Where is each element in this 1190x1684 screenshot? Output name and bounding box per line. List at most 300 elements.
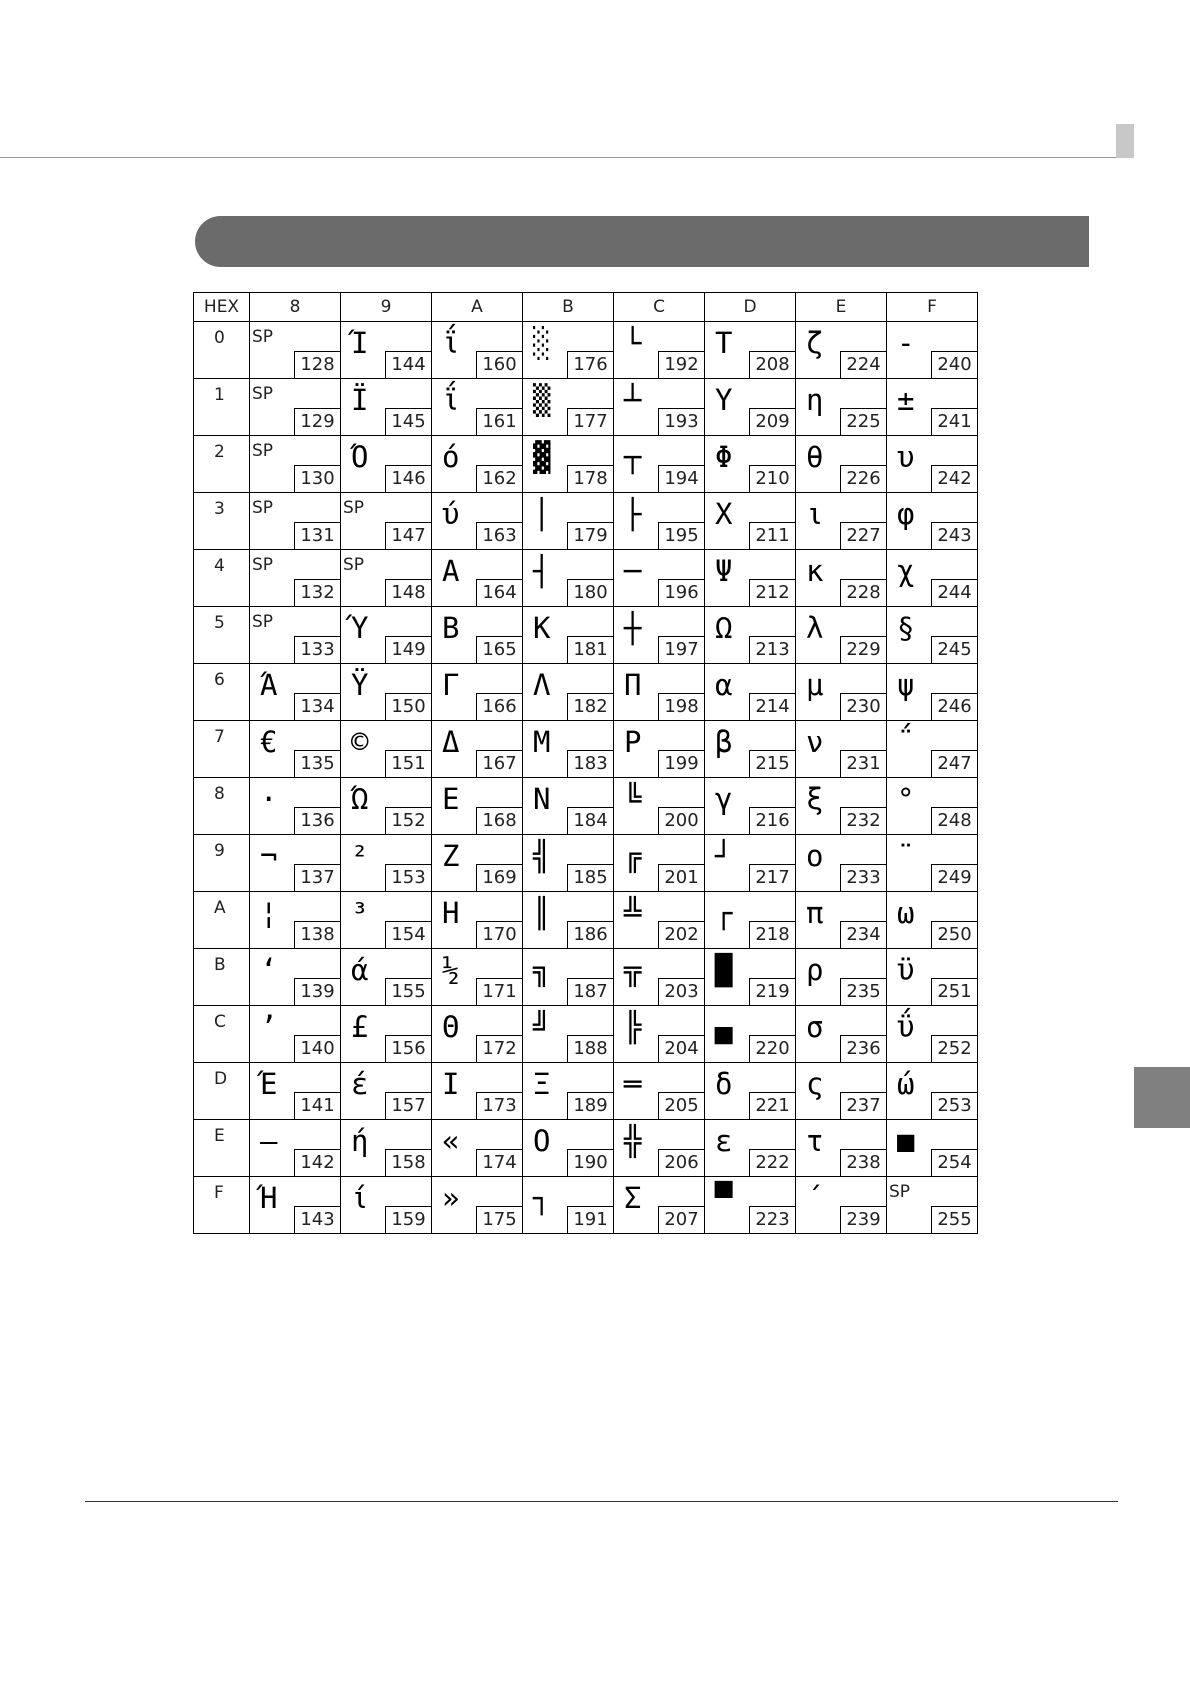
row-header: [194, 1006, 250, 1063]
decimal-code: 134: [294, 693, 340, 720]
decimal-code: 160: [476, 351, 522, 378]
character-glyph: SP: [252, 612, 274, 632]
character-glyph: ΐ: [442, 326, 460, 360]
code-cell: [523, 778, 614, 835]
row-header: [194, 607, 250, 664]
table-row: [194, 949, 978, 1006]
character-glyph: SP: [252, 327, 274, 347]
code-cell: [523, 949, 614, 1006]
character-glyph: ┴: [624, 383, 642, 417]
decimal-code: 176: [567, 351, 613, 378]
character-glyph: ²: [351, 839, 369, 873]
row-hex-label: B: [214, 955, 226, 975]
character-glyph: Θ: [442, 1010, 460, 1044]
decimal-code: 227: [840, 522, 886, 549]
decimal-code: 233: [840, 864, 886, 891]
decimal-code: 139: [294, 978, 340, 1005]
code-cell: [341, 493, 432, 550]
decimal-code: 242: [931, 465, 977, 492]
decimal-code: 251: [931, 978, 977, 1005]
character-glyph: Λ: [533, 668, 551, 702]
character-glyph: ╦: [624, 953, 642, 987]
character-glyph: —: [260, 1124, 278, 1158]
character-glyph: ν: [806, 725, 824, 759]
code-cell: [887, 493, 978, 550]
decimal-code: 146: [385, 465, 431, 492]
chapter-side-tab: [1134, 1067, 1190, 1128]
decimal-code: 197: [658, 636, 704, 663]
code-cell: [887, 835, 978, 892]
decimal-code: 219: [749, 978, 795, 1005]
decimal-code: 217: [749, 864, 795, 891]
decimal-code: 178: [567, 465, 613, 492]
decimal-code: 183: [567, 750, 613, 777]
decimal-code: 247: [931, 750, 977, 777]
decimal-code: 131: [294, 522, 340, 549]
decimal-code: 191: [567, 1206, 613, 1233]
decimal-code: 192: [658, 351, 704, 378]
decimal-code: 141: [294, 1092, 340, 1119]
row-hex-label: 0: [214, 328, 225, 348]
code-cell: [432, 322, 523, 379]
code-cell: [614, 892, 705, 949]
code-cell: [523, 1120, 614, 1177]
row-header: [194, 778, 250, 835]
character-glyph: ή: [351, 1124, 369, 1158]
decimal-code: 143: [294, 1206, 340, 1233]
code-cell: [523, 322, 614, 379]
column-header-b: B: [523, 293, 614, 322]
decimal-code: 155: [385, 978, 431, 1005]
decimal-code: 207: [658, 1206, 704, 1233]
code-cell: [614, 607, 705, 664]
code-cell: [250, 436, 341, 493]
decimal-code: 149: [385, 636, 431, 663]
decimal-code: 144: [385, 351, 431, 378]
code-cell: [796, 322, 887, 379]
row-hex-label: 4: [214, 556, 225, 576]
decimal-code: 230: [840, 693, 886, 720]
code-cell: [341, 1120, 432, 1177]
code-cell: [705, 664, 796, 721]
decimal-code: 205: [658, 1092, 704, 1119]
character-glyph: Ά: [260, 668, 278, 702]
character-glyph: ¬: [260, 839, 278, 873]
character-glyph: ■: [897, 1124, 915, 1158]
code-cell: [887, 721, 978, 778]
character-glyph: ό: [442, 440, 460, 474]
row-hex-label: 7: [214, 727, 225, 747]
code-cell: [887, 778, 978, 835]
code-cell: [796, 778, 887, 835]
character-glyph: ½: [442, 953, 460, 987]
decimal-code: 174: [476, 1149, 522, 1176]
decimal-code: 167: [476, 750, 522, 777]
character-glyph: ξ: [806, 782, 824, 816]
decimal-code: 201: [658, 864, 704, 891]
table-row: [194, 892, 978, 949]
code-cell: [432, 436, 523, 493]
code-cell: [796, 436, 887, 493]
decimal-code: 244: [931, 579, 977, 606]
code-cell: [796, 493, 887, 550]
decimal-code: 200: [658, 807, 704, 834]
character-glyph: ζ: [806, 326, 824, 360]
character-glyph: Ε: [442, 782, 460, 816]
character-glyph: Π: [624, 668, 642, 702]
code-cell: [432, 949, 523, 1006]
code-cell: [250, 949, 341, 1006]
character-glyph: κ: [806, 554, 824, 588]
decimal-code: 194: [658, 465, 704, 492]
decimal-code: 237: [840, 1092, 886, 1119]
decimal-code: 175: [476, 1206, 522, 1233]
code-cell: [432, 550, 523, 607]
character-glyph: Υ: [715, 383, 733, 417]
character-glyph: ¨: [897, 839, 915, 873]
decimal-code: 168: [476, 807, 522, 834]
code-cell: [341, 835, 432, 892]
code-cell: [614, 436, 705, 493]
column-header-c: C: [614, 293, 705, 322]
code-cell: [705, 778, 796, 835]
decimal-code: 133: [294, 636, 340, 663]
decimal-code: 186: [567, 921, 613, 948]
decimal-code: 250: [931, 921, 977, 948]
decimal-code: 218: [749, 921, 795, 948]
character-glyph: Ή: [260, 1181, 278, 1215]
row-header: [194, 322, 250, 379]
character-glyph: ώ: [897, 1067, 915, 1101]
decimal-code: 210: [749, 465, 795, 492]
code-cell: [341, 1177, 432, 1234]
row-header: [194, 1120, 250, 1177]
decimal-code: 223: [749, 1206, 795, 1233]
code-cell: [796, 1006, 887, 1063]
code-cell: [887, 436, 978, 493]
character-glyph: Ψ: [715, 554, 733, 588]
decimal-code: 129: [294, 408, 340, 435]
code-cell: [523, 1177, 614, 1234]
code-cell: [705, 379, 796, 436]
character-glyph: ι: [806, 497, 824, 531]
decimal-code: 208: [749, 351, 795, 378]
code-cell: [614, 1063, 705, 1120]
row-header: [194, 949, 250, 1006]
code-cell: [432, 1120, 523, 1177]
character-glyph: ΐ: [442, 383, 460, 417]
code-cell: [523, 664, 614, 721]
character-glyph: τ: [806, 1124, 824, 1158]
decimal-code: 157: [385, 1092, 431, 1119]
code-cell: [341, 1063, 432, 1120]
code-cell: [705, 835, 796, 892]
character-glyph: ω: [897, 896, 915, 930]
decimal-code: 165: [476, 636, 522, 663]
table-body: [194, 322, 978, 1234]
decimal-code: 185: [567, 864, 613, 891]
decimal-code: 252: [931, 1035, 977, 1062]
code-cell: [523, 1063, 614, 1120]
character-glyph: Ί: [351, 326, 369, 360]
code-cell: [250, 607, 341, 664]
decimal-code: 204: [658, 1035, 704, 1062]
table-row: [194, 1063, 978, 1120]
code-cell: [614, 664, 705, 721]
code-cell: [341, 778, 432, 835]
code-cell: [887, 379, 978, 436]
code-cell: [705, 1177, 796, 1234]
character-glyph: Ι: [442, 1067, 460, 1101]
character-glyph: ρ: [806, 953, 824, 987]
column-header-e: E: [796, 293, 887, 322]
code-cell: [705, 607, 796, 664]
row-header: [194, 1177, 250, 1234]
character-glyph: ╩: [624, 896, 642, 930]
row-hex-label: 3: [214, 499, 225, 519]
character-glyph: └: [624, 326, 642, 360]
code-page-table: [193, 292, 978, 1234]
character-glyph: ψ: [897, 668, 915, 702]
code-cell: [250, 664, 341, 721]
character-glyph: SP: [252, 555, 274, 575]
decimal-code: 182: [567, 693, 613, 720]
code-cell: [887, 550, 978, 607]
code-cell: [887, 1006, 978, 1063]
decimal-code: 198: [658, 693, 704, 720]
code-cell: [341, 1006, 432, 1063]
character-glyph: ο: [806, 839, 824, 873]
table-row: [194, 1120, 978, 1177]
hex-corner-header: HEX: [194, 293, 250, 322]
decimal-code: 151: [385, 750, 431, 777]
decimal-code: 249: [931, 864, 977, 891]
decimal-code: 216: [749, 807, 795, 834]
row-hex-label: A: [214, 898, 226, 918]
code-cell: [250, 322, 341, 379]
code-cell: [250, 778, 341, 835]
section-title-bar: [195, 216, 1089, 267]
code-cell: [432, 892, 523, 949]
character-glyph: ╔: [624, 839, 642, 873]
code-cell: [523, 493, 614, 550]
character-glyph: SP: [252, 498, 274, 518]
character-glyph: €: [260, 725, 278, 759]
decimal-code: 254: [931, 1149, 977, 1176]
decimal-code: 169: [476, 864, 522, 891]
code-cell: [887, 949, 978, 1006]
character-glyph: ύ: [442, 497, 460, 531]
code-cell: [523, 721, 614, 778]
decimal-code: 232: [840, 807, 886, 834]
decimal-code: 241: [931, 408, 977, 435]
code-cell: [614, 550, 705, 607]
decimal-code: 231: [840, 750, 886, 777]
row-hex-label: 9: [214, 841, 225, 861]
decimal-code: 181: [567, 636, 613, 663]
character-glyph: ┼: [624, 611, 642, 645]
decimal-code: 140: [294, 1035, 340, 1062]
character-glyph: θ: [806, 440, 824, 474]
decimal-code: 142: [294, 1149, 340, 1176]
header-rule: [0, 157, 1133, 158]
character-glyph: σ: [806, 1010, 824, 1044]
code-cell: [432, 1177, 523, 1234]
decimal-code: 173: [476, 1092, 522, 1119]
decimal-code: 220: [749, 1035, 795, 1062]
character-glyph: ╚: [624, 782, 642, 816]
character-glyph: ©: [351, 725, 369, 759]
decimal-code: 188: [567, 1035, 613, 1062]
code-cell: [705, 721, 796, 778]
row-header: [194, 1063, 250, 1120]
character-glyph: ▄: [715, 1010, 733, 1044]
decimal-code: 158: [385, 1149, 431, 1176]
character-glyph: ΅: [897, 725, 915, 759]
code-cell: [432, 1006, 523, 1063]
code-cell: [614, 949, 705, 1006]
row-hex-label: 6: [214, 670, 225, 690]
table-row: [194, 1006, 978, 1063]
code-cell: [614, 1006, 705, 1063]
character-glyph: ·: [260, 782, 278, 816]
decimal-code: 246: [931, 693, 977, 720]
character-glyph: Ώ: [351, 782, 369, 816]
character-glyph: α: [715, 668, 733, 702]
decimal-code: 136: [294, 807, 340, 834]
decimal-code: 234: [840, 921, 886, 948]
character-glyph: ί: [351, 1181, 369, 1215]
code-cell: [341, 379, 432, 436]
decimal-code: 248: [931, 807, 977, 834]
decimal-code: 226: [840, 465, 886, 492]
decimal-code: 203: [658, 978, 704, 1005]
row-hex-label: 2: [214, 442, 225, 462]
character-glyph: ╗: [533, 953, 551, 987]
character-glyph: ┤: [533, 554, 551, 588]
decimal-code: 202: [658, 921, 704, 948]
code-cell: [614, 379, 705, 436]
character-glyph: ─: [624, 554, 642, 588]
code-cell: [614, 835, 705, 892]
decimal-code: 128: [294, 351, 340, 378]
code-cell: [887, 1177, 978, 1234]
row-hex-label: E: [214, 1126, 225, 1146]
code-cell: [341, 892, 432, 949]
character-glyph: Ό: [351, 440, 369, 474]
character-glyph: SP: [343, 498, 365, 518]
decimal-code: 148: [385, 579, 431, 606]
row-header: [194, 550, 250, 607]
decimal-code: 238: [840, 1149, 886, 1176]
decimal-code: 189: [567, 1092, 613, 1119]
table-row: [194, 1177, 978, 1234]
code-cell: [705, 1063, 796, 1120]
code-cell: [523, 436, 614, 493]
character-glyph: ¦: [260, 896, 278, 930]
code-cell: [705, 436, 796, 493]
decimal-code: 184: [567, 807, 613, 834]
code-cell: [705, 493, 796, 550]
code-cell: [523, 379, 614, 436]
code-cell: [341, 550, 432, 607]
character-glyph: Α: [442, 554, 460, 588]
footer-rule: [85, 1501, 1118, 1502]
character-glyph: λ: [806, 611, 824, 645]
decimal-code: 195: [658, 522, 704, 549]
character-glyph: μ: [806, 668, 824, 702]
code-cell: [614, 493, 705, 550]
code-cell: [250, 550, 341, 607]
character-glyph: ═: [624, 1067, 642, 1101]
code-cell: [341, 949, 432, 1006]
decimal-code: 180: [567, 579, 613, 606]
character-glyph: γ: [715, 782, 733, 816]
character-glyph: ╠: [624, 1010, 642, 1044]
row-hex-label: F: [214, 1183, 224, 1203]
table-row: [194, 835, 978, 892]
code-cell: [887, 1120, 978, 1177]
decimal-code: 193: [658, 408, 704, 435]
decimal-code: 221: [749, 1092, 795, 1119]
character-glyph: Δ: [442, 725, 460, 759]
code-cell: [432, 721, 523, 778]
code-cell: [796, 664, 887, 721]
character-glyph: ╬: [624, 1124, 642, 1158]
decimal-code: 253: [931, 1092, 977, 1119]
decimal-code: 199: [658, 750, 704, 777]
character-glyph: χ: [897, 554, 915, 588]
character-glyph: η: [806, 383, 824, 417]
decimal-code: 172: [476, 1035, 522, 1062]
decimal-code: 177: [567, 408, 613, 435]
code-cell: [705, 322, 796, 379]
character-glyph: Ρ: [624, 725, 642, 759]
code-cell: [796, 1063, 887, 1120]
character-glyph: ┌: [715, 896, 733, 930]
character-glyph: Γ: [442, 668, 460, 702]
code-cell: [887, 664, 978, 721]
decimal-code: 255: [931, 1206, 977, 1233]
decimal-code: 215: [749, 750, 795, 777]
row-hex-label: D: [214, 1069, 228, 1089]
character-glyph: ╝: [533, 1010, 551, 1044]
table-row: [194, 607, 978, 664]
decimal-code: 209: [749, 408, 795, 435]
row-header: [194, 892, 250, 949]
code-cell: [432, 664, 523, 721]
table-header-row: [194, 293, 978, 322]
decimal-code: 130: [294, 465, 340, 492]
character-glyph: Ϊ: [351, 383, 369, 417]
decimal-code: 164: [476, 579, 522, 606]
decimal-code: 145: [385, 408, 431, 435]
code-cell: [887, 607, 978, 664]
decimal-code: 150: [385, 693, 431, 720]
character-glyph: ’: [260, 1010, 278, 1044]
decimal-code: 152: [385, 807, 431, 834]
code-cell: [432, 1063, 523, 1120]
character-glyph: £: [351, 1010, 369, 1044]
code-cell: [523, 550, 614, 607]
character-glyph: ░: [533, 326, 551, 360]
decimal-code: 179: [567, 522, 613, 549]
column-header-d: D: [705, 293, 796, 322]
decimal-code: 166: [476, 693, 522, 720]
code-cell: [614, 322, 705, 379]
decimal-code: 229: [840, 636, 886, 663]
character-glyph: SP: [343, 555, 365, 575]
